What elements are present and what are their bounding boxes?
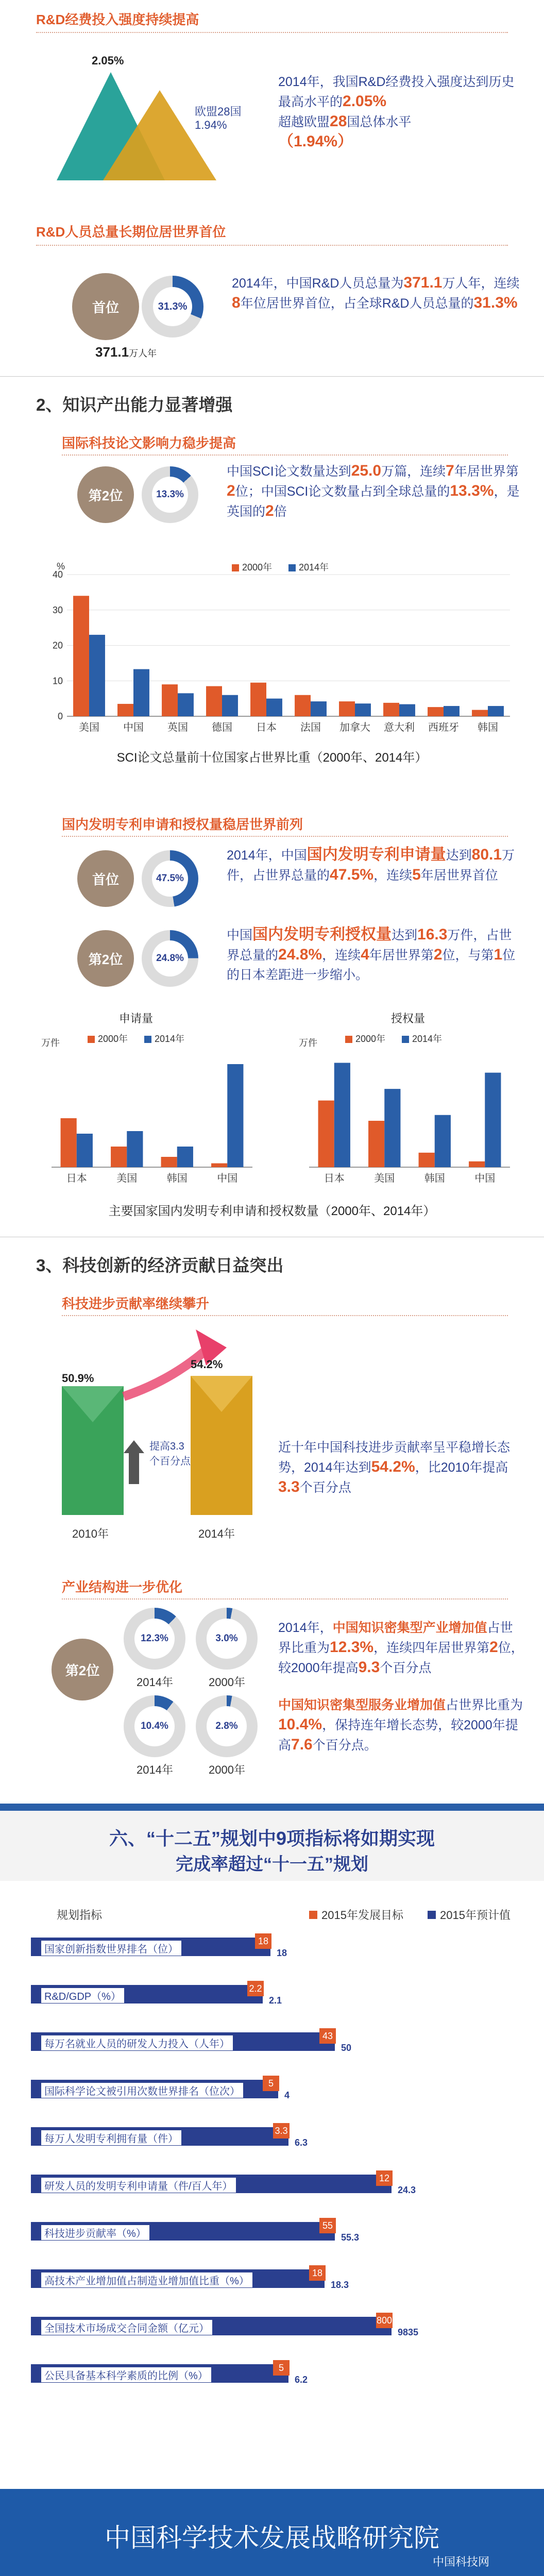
share-label: 47.5% (156, 873, 184, 884)
x-tick-label: 英国 (167, 722, 188, 733)
target-value: 5 (263, 2076, 279, 2091)
indicator-label: 全国技术市场成交合同金额（亿元） (41, 2320, 212, 2335)
up-arrow (124, 1440, 144, 1484)
bar-2000年-韩国 (161, 1157, 177, 1167)
x-tick-label: 德国 (212, 722, 232, 733)
text-part: 占世界比重为 (278, 1621, 513, 1655)
rank-label: 首位 (92, 871, 119, 887)
target-value: 18 (309, 2265, 326, 2281)
x-tick-label: 韩国 (424, 1173, 445, 1184)
share-donut (142, 850, 198, 907)
indicator-table (0, 1932, 544, 2437)
x-tick-label: 日本 (324, 1173, 345, 1184)
x-tick-label: 日本 (256, 722, 277, 733)
x-tick-label: 美国 (79, 722, 99, 733)
patent-apply-chart (31, 1031, 258, 1190)
share-donut-center (207, 1706, 247, 1746)
bar-2000年-加拿大 (339, 701, 355, 716)
header-band (0, 1804, 544, 1811)
text-part: 2014年， (278, 1621, 333, 1635)
indicator-label: 高技术产业增加值占制造业增加值比重（%） (41, 2272, 252, 2287)
bar-2000年-中国 (469, 1161, 485, 1167)
indicator-label: 科技进步贡献率（%） (41, 2225, 149, 2240)
sci-text (227, 461, 520, 521)
highlight: 2 (433, 946, 443, 963)
indicator-label: 国家创新指数世界排名（位） (41, 1941, 181, 1956)
share-donut-center (134, 1619, 175, 1659)
section6-title-line1: 六、“十二五”规划中9项指标将如期实现 (109, 1828, 435, 1849)
highlight: 4 (361, 946, 369, 963)
bar-2014年-英国 (178, 693, 194, 716)
legend-label: 2015年发展目标 (321, 1909, 403, 1922)
text-part: 万件，占世界总量的 (227, 928, 512, 963)
rank-circle (77, 930, 134, 987)
target-value: 12 (376, 2170, 393, 2186)
year-2010: 2010年 (72, 1527, 109, 1540)
patent-grant-text (227, 925, 520, 985)
x-tick-label: 法国 (300, 722, 321, 733)
x-tick-label: 美国 (374, 1173, 395, 1184)
section-separator (0, 376, 544, 377)
patent-apply-text (227, 845, 520, 885)
text-part: 超越欧盟 (278, 115, 330, 129)
highlight: 2 (265, 502, 274, 519)
year-label: 2000年 (209, 1763, 245, 1776)
section6-header (0, 1804, 544, 1881)
bar-2000年-中国 (117, 704, 133, 716)
total-value: 371.1 (95, 344, 129, 360)
grant-chart-title: 授权量 (390, 1012, 425, 1025)
bar-2000年-韩国 (419, 1153, 435, 1167)
x-tick-label: 美国 (116, 1173, 138, 1184)
share-donut (142, 930, 198, 987)
sci-chart-caption: SCI论文总量前十位国家占世界比重（2000年、2014年） (116, 751, 428, 765)
bar-2000年-中国 (211, 1164, 227, 1168)
y-tick-label: 10 (52, 676, 63, 686)
y-tick-label: 0 (57, 711, 63, 721)
share-donut-center (153, 287, 192, 326)
section3-sub2: 产业结构进一步优化 (62, 1579, 183, 1595)
legend-swatch (144, 1036, 151, 1043)
estimate-value: 55.3 (341, 2232, 360, 2243)
text-part: ，连续 (322, 948, 361, 963)
share-label: 3.0% (215, 1633, 238, 1644)
section6-title-line2: 完成率超过“十一五”规划 (176, 1855, 368, 1874)
text-part: ，是英国的 (227, 484, 520, 519)
x-tick-label: 加拿大 (339, 722, 370, 733)
year-label: 2014年 (137, 1676, 173, 1689)
text-part: ，连续四年居世界第 (373, 1641, 490, 1655)
x-tick-label: 西班牙 (428, 722, 459, 733)
year-2014: 2014年 (198, 1527, 235, 1540)
x-tick-label: 中国 (217, 1173, 238, 1184)
target-value: 800 (376, 2313, 393, 2328)
x-tick-label: 韩国 (478, 722, 498, 733)
section2-sub1: 国际科技论文影响力稳步提高 (62, 435, 236, 451)
y-axis-label: 万件 (41, 1038, 60, 1048)
personnel-total (95, 344, 157, 360)
highlight: 54.2% (371, 1458, 415, 1475)
divider (62, 1315, 508, 1316)
bar-2014年-意大利 (399, 704, 415, 716)
divider (62, 1598, 508, 1600)
x-tick-label: 中国 (123, 722, 144, 733)
x-tick-label: 中国 (474, 1173, 496, 1184)
highlight: 47.5% (330, 866, 374, 883)
bar-2000年-意大利 (383, 703, 399, 716)
highlight: 13.3% (450, 482, 494, 499)
share-label: 10.4% (141, 1721, 168, 1731)
share-donut (196, 1695, 258, 1757)
highlight: 371.1 (403, 274, 443, 291)
section3-title: 3、科技创新的经济贡献日益突出 (36, 1256, 284, 1275)
highlight: 31.3% (473, 294, 518, 311)
x-tick-label: 日本 (66, 1173, 87, 1184)
bar-2000年-德国 (206, 686, 222, 716)
highlight: 中国知识密集型服务业增加值 (278, 1698, 446, 1712)
share-label: 12.3% (141, 1633, 168, 1644)
share-donut (142, 276, 203, 338)
estimate-value: 18 (277, 1948, 287, 1958)
y-axis-label: % (57, 561, 65, 571)
year-label: 2014年 (137, 1763, 173, 1776)
indicator-label: 公民具备基本科学素质的比例（%） (41, 2367, 211, 2382)
apply-chart-title: 申请量 (118, 1012, 153, 1025)
footer-title: 中国科学技术发展战略研究院 (105, 2523, 439, 2552)
text-part: 万人年，连续 (442, 276, 520, 291)
share-donut-center (152, 861, 188, 897)
footer-banner (0, 2489, 544, 2576)
rank-label: 首位 (92, 299, 119, 315)
bar-2014年-韩国 (435, 1115, 451, 1167)
target-value: 2.2 (247, 1981, 264, 1996)
share-label: 31.3% (158, 300, 188, 312)
text-part: 占世界比重为 (446, 1698, 523, 1712)
estimate-value: 6.2 (295, 2375, 308, 2385)
rank-circle (77, 850, 134, 907)
highlight: 2 (489, 1639, 498, 1656)
bar-2014年-美国 (384, 1089, 400, 1167)
target-value: 18 (255, 1933, 271, 1949)
share-donut-center (152, 940, 188, 976)
legend-estimate (428, 1907, 511, 1923)
legend-label: 2014年 (299, 562, 329, 573)
highlight: 国内发明专利申请量 (307, 846, 446, 863)
text-part: 中国SCI论文数量达到 (227, 464, 351, 479)
bar-2000年-日本 (250, 683, 266, 716)
indicator-label: R&D/GDP（%） (41, 1988, 124, 2003)
bar-2014年-西班牙 (444, 706, 460, 716)
text-part: 年居世界第 (369, 948, 434, 963)
rank-circle (77, 466, 134, 523)
bar-2000年-西班牙 (428, 707, 444, 716)
text-part: 2014年，中国R&D人员总量为 (232, 276, 404, 291)
text-part: 近十年中国科技进步贡献率呈平稳增长态势，2014年达到 (278, 1440, 511, 1475)
bar-2000年-法国 (295, 695, 311, 716)
text-part: ，比2010年提高 (415, 1460, 508, 1475)
legend-label: 2000年 (242, 562, 273, 573)
target-value: 55 (319, 2218, 336, 2233)
estimate-value: 9835 (398, 2327, 419, 2337)
text-part: 年居世界首位 (420, 868, 498, 883)
bar-2014年-日本 (77, 1134, 93, 1167)
eu-value: 1.94% (195, 119, 227, 131)
legend-label: 2014年 (412, 1034, 443, 1044)
estimate-value: 50 (341, 2043, 352, 2053)
legend-swatch (402, 1036, 409, 1043)
y-tick-label: 20 (52, 640, 63, 651)
bar-2000年-日本 (61, 1118, 77, 1167)
bar-2000年-美国 (368, 1121, 384, 1167)
highlight: 5 (412, 866, 421, 883)
text-part: ，保持连年增长态势，较2000年提高 (278, 1718, 518, 1753)
total-unit: 万人年 (129, 348, 157, 359)
share-donut (124, 1695, 185, 1757)
highlight: 12.3% (330, 1639, 374, 1656)
text-part: 达到 (392, 928, 418, 942)
share-donut (196, 1608, 258, 1670)
highlight: 国内发明专利授权量 (252, 926, 392, 943)
text-part: 达到 (446, 848, 472, 863)
highlight: 7 (446, 462, 454, 479)
rd-personnel-title: R&D人员总量长期位居世界首位 (36, 224, 226, 240)
text-part: 位，较2000年提高 (278, 1641, 524, 1675)
sci-share-chart (41, 559, 515, 739)
rank-circle (52, 1639, 113, 1701)
china-intensity-value: 2.05% (92, 54, 124, 67)
bar-2014年-中国 (227, 1064, 243, 1167)
legend-swatch (288, 564, 296, 571)
patent-sub: 国内发明专利申请和授权量稳居世界前列 (62, 817, 303, 832)
y-tick-label: 30 (52, 604, 63, 615)
text-part: 2014年，我国R&D经费投入强度达到历史最高水平的 (278, 75, 515, 109)
bar-2014年-中国 (485, 1073, 501, 1167)
text-part: 年位居世界首位，占全球R&D人员总量的 (240, 296, 474, 311)
rank-label: 第2位 (88, 951, 123, 967)
highlight: （1.94%） (278, 133, 353, 150)
share-donut-center (152, 477, 188, 513)
highlight: 1 (494, 946, 503, 963)
text-part: 中国 (227, 928, 253, 942)
share-label: 13.3% (156, 489, 184, 500)
estimate-value: 4 (284, 2090, 290, 2100)
indicator-label: 每万名就业人员的研发人力投入（人年） (41, 2035, 233, 2050)
legend-swatch (309, 1911, 317, 1919)
x-tick-label: 韩国 (166, 1173, 188, 1184)
indicator-label: 国际科学论文被引用次数世界排名（位次） (41, 2083, 243, 2098)
share-label: 24.8% (156, 953, 184, 964)
bar-2014年-日本 (334, 1063, 350, 1168)
highlight: 24.8% (278, 946, 322, 963)
highlight: 25.0 (351, 462, 382, 479)
bar-2014年-日本 (266, 699, 282, 716)
share-donut (124, 1608, 185, 1670)
indicator-label: 每万人发明专利拥有量（件） (41, 2130, 181, 2145)
eu-label: 欧盟28国 (195, 105, 242, 118)
highlight: 80.1 (471, 846, 502, 863)
section3-sub1: 科技进步贡献率继续攀升 (62, 1296, 210, 1311)
highlight: 2 (227, 482, 235, 499)
text-part: 个百分点 (299, 1480, 351, 1495)
bar-2000年-日本 (318, 1101, 334, 1167)
highlight: 2.05% (343, 93, 387, 110)
patent-chart-caption: 主要国家国内发明专利申请和授权数量（2000年、2014年） (108, 1204, 436, 1218)
rank-circle (72, 273, 139, 340)
rd-personnel-text (232, 273, 520, 313)
text-part: 个百分点 (380, 1661, 432, 1675)
highlight: 10.4% (278, 1716, 322, 1733)
value-2010: 50.9% (62, 1372, 94, 1385)
rank-label: 第2位 (88, 487, 123, 503)
share-donut (142, 466, 198, 523)
indicator-label: 研发人员的发明专利申请量（件/百人年） (41, 2178, 236, 2193)
value-2014: 54.2% (191, 1358, 223, 1371)
text-part: 位，与第 (442, 948, 494, 963)
contribution-text (278, 1438, 520, 1497)
bar-2000年-韩国 (472, 710, 488, 716)
bar-2014年-加拿大 (355, 703, 371, 716)
watermark: 中国科技网 (433, 2555, 490, 2568)
text-part: 万篇，连续 (381, 464, 446, 479)
share-donut-center (207, 1619, 247, 1659)
highlight: 8 (232, 294, 241, 311)
highlight: 3.3 (278, 1478, 300, 1495)
share-donut-center (134, 1706, 175, 1746)
patent-grant-chart (288, 1031, 515, 1190)
share-label: 2.8% (215, 1721, 238, 1731)
bar-2014年-法国 (311, 701, 327, 716)
legend-swatch (345, 1036, 352, 1043)
legend-swatch (88, 1036, 95, 1043)
indicator-column-header: 规划指标 (57, 1909, 103, 1922)
rd-intensity-title: R&D经费投入强度持续提高 (36, 12, 199, 27)
bar-2000年-英国 (162, 684, 178, 716)
bar-2014年-韩国 (177, 1147, 193, 1167)
text-part: 年居世界第 (454, 464, 519, 479)
estimate-value: 6.3 (295, 2137, 308, 2148)
bar-2014年-韩国 (488, 706, 504, 716)
text-part: ，连续 (373, 868, 413, 883)
bar-2000年-美国 (73, 596, 89, 716)
target-value: 5 (273, 2360, 290, 2376)
divider (62, 836, 508, 837)
target-value: 43 (319, 2028, 336, 2044)
divider (36, 245, 508, 246)
section2-title: 2、知识产出能力显著增强 (36, 395, 233, 414)
rd-intensity-text (278, 72, 520, 152)
legend-swatch (428, 1911, 436, 1919)
legend-swatch (232, 564, 239, 571)
legend-label: 2000年 (355, 1034, 386, 1044)
industry-text-2 (278, 1695, 525, 1755)
y-tick-label: 40 (52, 569, 63, 580)
highlight: 28 (330, 113, 347, 130)
bar-2014年-德国 (222, 695, 238, 716)
legend-label: 2014年 (155, 1034, 185, 1044)
target-value: 3.3 (273, 2123, 290, 2139)
rank-label: 第2位 (65, 1662, 100, 1678)
text-part: 万件，占世界总量的 (227, 848, 515, 883)
bar-2014年-中国 (133, 669, 149, 716)
text-part: 个百分点。 (312, 1738, 377, 1753)
y-axis-label: 万件 (299, 1038, 317, 1048)
text-part: 位；中国SCI论文数量占到全球总量的 (235, 484, 450, 499)
legend-label: 2000年 (98, 1034, 128, 1044)
increase-label: 提高3.3个百分点 (149, 1441, 191, 1467)
text-part: 2014年，中国 (227, 848, 307, 863)
estimate-value: 24.3 (398, 2185, 416, 2195)
divider (62, 454, 508, 456)
estimate-value: 2.1 (269, 1995, 282, 2006)
highlight: 中国知识密集型产业增加值 (332, 1621, 487, 1635)
estimate-value: 18.3 (331, 2280, 349, 2290)
highlight: 16.3 (417, 926, 448, 943)
legend-label: 2015年预计值 (440, 1909, 511, 1922)
text-part: 国总体水平 (347, 115, 412, 129)
bar-2014年-美国 (127, 1131, 143, 1167)
legend-target (309, 1907, 403, 1923)
contribution-chart (52, 1319, 268, 1525)
text-part: 倍 (274, 504, 287, 519)
divider (36, 32, 508, 33)
text-part: 位的日本差距进一步缩小。 (227, 948, 516, 982)
highlight: 7.6 (291, 1736, 313, 1753)
industry-text-1 (278, 1618, 525, 1678)
highlight: 9.3 (358, 1659, 380, 1676)
bar-2000年-美国 (111, 1147, 127, 1167)
bar-2014年-美国 (89, 635, 105, 716)
year-label: 2000年 (209, 1676, 245, 1689)
x-tick-label: 意大利 (384, 722, 415, 733)
